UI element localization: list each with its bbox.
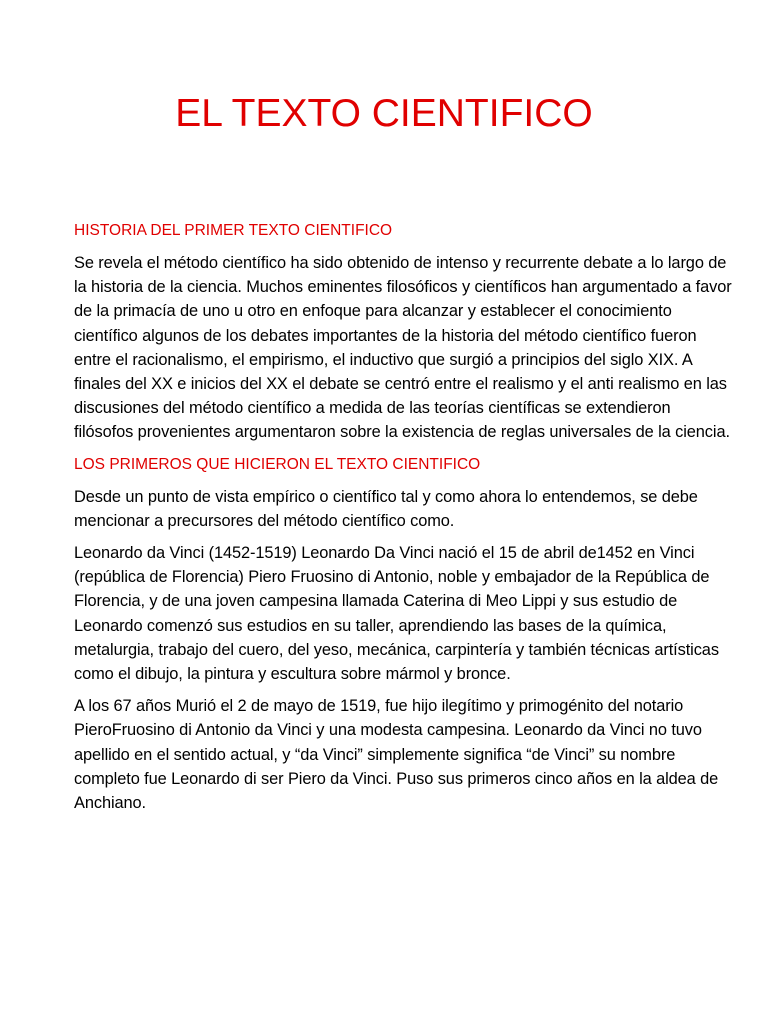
paragraph-historia: Se revela el método científico ha sido obtenido de intenso y recurrente debate a lo largo de la historia de la ciencia. Muchos eminentes filosóficos y científicos han argumentado a favor de la primacía de uno u otro en enfoque para alcanzar y establecer el conocimiento científico algunos de los debates importantes de la historia del método científico fueron entre el racionalismo, el empirismo, el inductivo que surgió a principios del siglo XIX. A finales del XX e inicios del XX el debate se centró entre el realismo y el anti realismo en las discusiones del método científico a medida de las teorías científicas se extendieron filósofos provenientes argumentaron sobre la existencia de reglas universales de la ciencia.: [74, 254, 732, 442]
document-title: EL TEXTO CIENTIFICO: [175, 92, 593, 135]
section-heading-primeros: LOS PRIMEROS QUE HICIERON EL TEXTO CIENTIFICO: [74, 455, 481, 473]
document-body: [74, 219, 734, 821]
paragraph-leonardo-biografia: Leonardo da Vinci (1452-1519) Leonardo Da Vinci nació el 15 de abril de1452 en Vinci (república de Florencia) Piero Fruosino di Antonio, noble y embajador de la República de Florencia, y de una joven campesina llamada Caterina di Meo Lippi y sus estudio de Leonardo comenzó sus estudios en su taller, aprendiendo las bases de la química, metalurgia, trabajo del cuero, del yeso, mecánica, carpintería y también técnicas artísticas como el dibujo, la pintura y escultura sobre mármol y bronce.: [74, 544, 719, 684]
section-heading-historia: HISTORIA DEL PRIMER TEXTO CIENTIFICO: [74, 222, 393, 239]
paragraph-precursores: Desde un punto de vista empírico o científico tal y como ahora lo entendemos, se debe mencionar a precursores del método científico como.: [74, 487, 698, 530]
paragraph-leonardo-muerte: A los 67 años Murió el 2 de mayo de 1519, fue hijo ilegítimo y primogénito del notario PieroFruosino di Antonio da Vinci y una modesta campesina. Leonardo da Vinci no tuvo apellido en el sentido actual, y “da Vinci” simplemente significa “de Vinci” su nombre completo fue Leonardo di ser Piero da Vinci. Puso sus primeros cinco años en la aldea de Anchiano.: [74, 697, 719, 813]
